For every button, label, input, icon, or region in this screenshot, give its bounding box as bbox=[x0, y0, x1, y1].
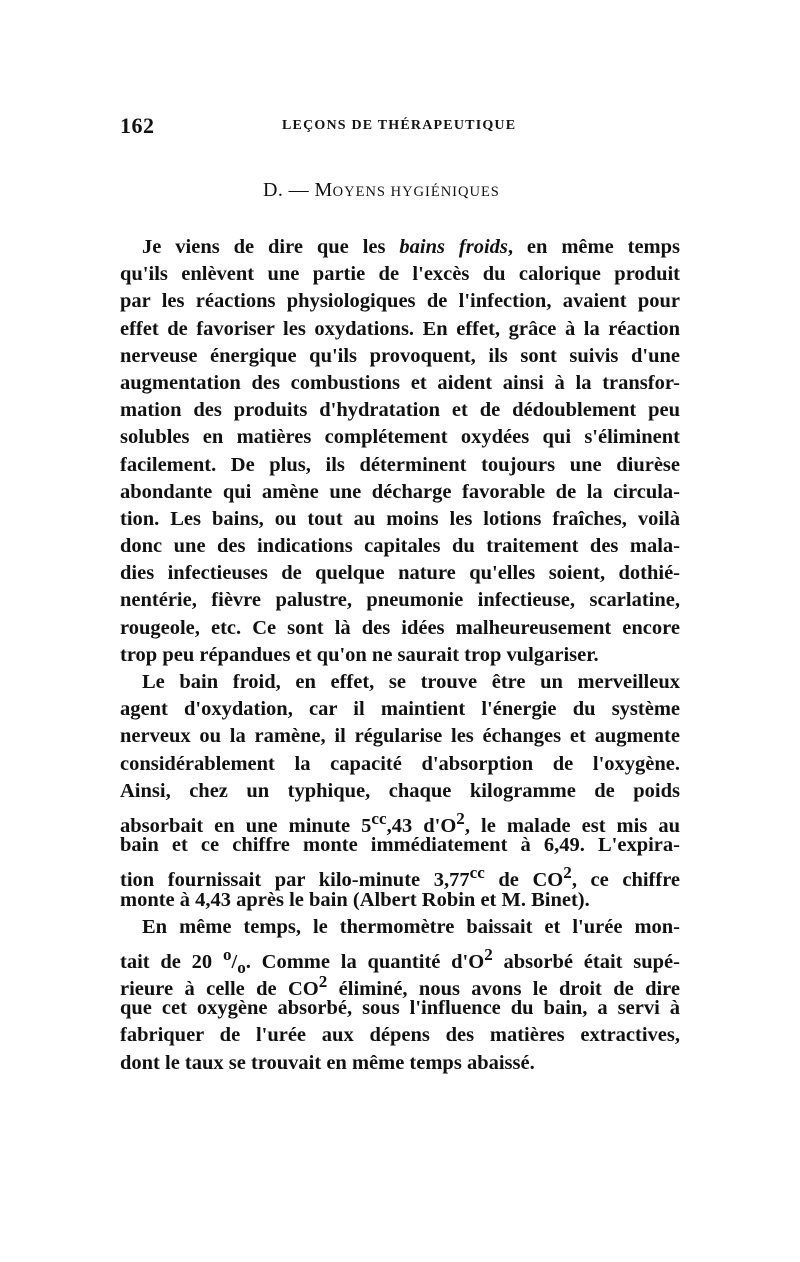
text-line: agent d'oxydation, car il maintient l'énergie du système bbox=[120, 698, 680, 721]
superscript: cc bbox=[469, 863, 485, 883]
text-run: absorbait en une minute 5 bbox=[120, 814, 372, 837]
superscript: 2 bbox=[318, 972, 328, 992]
text-line: dies infectieuses de quelque nature qu'elles soient, dothié- bbox=[120, 562, 680, 585]
text-run: Je viens de dire que les bbox=[142, 236, 400, 258]
text-line: qu'ils enlèvent une partie de l'excès du calorique produit bbox=[120, 263, 680, 286]
running-head bbox=[120, 113, 680, 141]
text-line bbox=[120, 968, 681, 1000]
text-line: abondante qui amène une décharge favorable de la circula- bbox=[120, 480, 680, 503]
page-number: 162 bbox=[120, 113, 155, 138]
running-title: LEÇONS DE THÉRAPEUTIQUE bbox=[282, 118, 517, 133]
text-line: nerveuse énergique qu'ils provoquent, ils sont suivis d'une bbox=[120, 344, 680, 367]
text-run: de CO bbox=[484, 869, 564, 892]
text-run: , le malade est mis au bbox=[464, 814, 680, 837]
text-line: trop peu répandues et qu'on ne saurait trop vulgariser. bbox=[120, 643, 599, 666]
text-line bbox=[120, 805, 680, 837]
superscript: cc bbox=[371, 808, 387, 828]
superscript: 2 bbox=[484, 944, 493, 964]
text-line: nentérie, fièvre palustre, pneumonie infectieuse, scarlatine, bbox=[120, 589, 680, 612]
text-line: dont le taux se trouvait en même temps abaissé. bbox=[120, 1051, 535, 1074]
text-line: nerveux ou la ramène, il régularise les échanges et augmente bbox=[120, 725, 680, 748]
text-line: augmentation des combustions et aident ainsi à la transfor- bbox=[120, 371, 680, 394]
text-line: Ainsi, chez un typhique, chaque kilogramme de poids bbox=[120, 779, 680, 802]
text-run: ,43 d'O bbox=[386, 814, 457, 837]
text-line: En même temps, le thermomètre baissait et l'urée mon- bbox=[142, 915, 680, 938]
text-line: mation des produits d'hydratation et de dédoublement peu bbox=[120, 399, 680, 422]
emphasis-text: bains froids bbox=[399, 236, 508, 258]
text-run: absorbé était supé- bbox=[492, 950, 680, 973]
superscript: 2 bbox=[563, 863, 572, 883]
text-run: , ce chiffre bbox=[571, 869, 681, 892]
text-line: solubles en matières complétement oxydées qui s'éliminent bbox=[120, 426, 680, 449]
text-line: monte à 4,43 après le bain (Albert Robin et M. Binet). bbox=[120, 888, 590, 911]
text-line bbox=[120, 941, 680, 977]
body-text bbox=[120, 234, 680, 1077]
text-run: éliminé, nous avons le droit de dire bbox=[327, 977, 681, 1000]
superscript: o bbox=[222, 944, 232, 964]
text-line bbox=[120, 234, 680, 261]
text-line: par les réactions physiologiques de l'infection, avaient pour bbox=[120, 290, 680, 313]
text-line bbox=[120, 859, 681, 892]
text-line: effet de favoriser les oxydations. En effet, grâce à la réaction bbox=[120, 317, 680, 340]
superscript: 2 bbox=[456, 808, 465, 828]
text-line: rougeole, etc. Ce sont là des idées malheureusement encore bbox=[120, 616, 680, 639]
text-run: , en même temps bbox=[507, 236, 681, 258]
text-line: facilement. De plus, ils déterminent toujours une diurèse bbox=[120, 453, 680, 476]
section-title-initial: M bbox=[314, 179, 333, 201]
section-title-rest: OYENS HYGIÉNIQUES bbox=[332, 184, 500, 200]
text-line: considérablement la capacité d'absorption de l'oxygène. bbox=[120, 752, 680, 775]
section-heading bbox=[263, 179, 500, 202]
text-line: bain et ce chiffre monte immédiatement à 6,49. L'expira- bbox=[120, 834, 680, 857]
text-line: fabriquer de l'urée aux dépens des matières extractives, bbox=[120, 1024, 680, 1047]
text-run: rieure à celle de CO bbox=[120, 977, 319, 1000]
text-run: . Comme la quantité d'O bbox=[245, 950, 485, 973]
text-line: tion. Les bains, ou tout au moins les lotions fraîches, voilà bbox=[120, 507, 680, 530]
text-line: donc une des indications capitales du traitement des mala- bbox=[120, 535, 680, 558]
section-letter: D. — bbox=[263, 179, 310, 201]
text-line: que cet oxygène absorbé, sous l'influence du bain, a servi à bbox=[120, 997, 680, 1020]
text-run: tait de 20 bbox=[120, 950, 223, 973]
text-run: tion fournissait par kilo-minute 3,77 bbox=[120, 869, 470, 892]
text-line: Le bain froid, en effet, se trouve être un merveilleux bbox=[142, 671, 680, 693]
subscript: o bbox=[237, 957, 246, 977]
text-run: / bbox=[231, 950, 238, 973]
